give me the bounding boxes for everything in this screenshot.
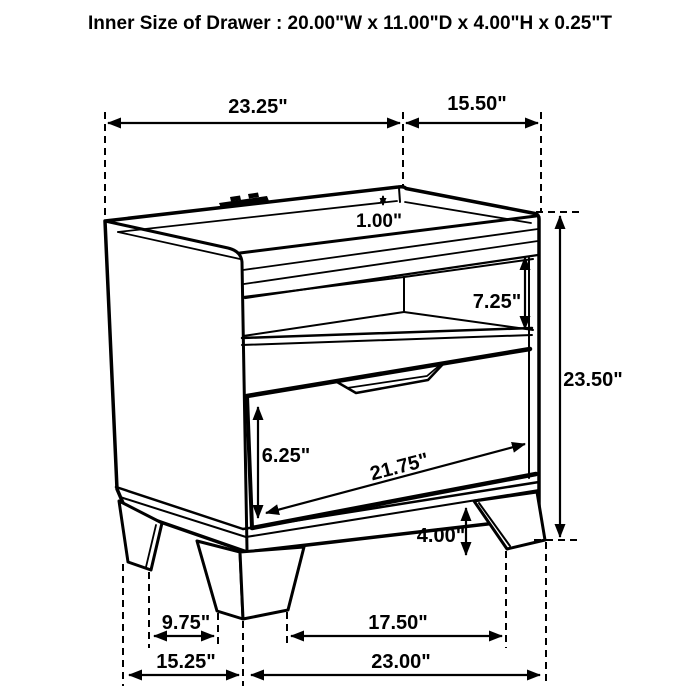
label-overall-width: 23.00" [371, 651, 431, 673]
label-front-leg-gap: 17.50" [368, 612, 428, 634]
label-side-leg-gap: 9.75" [161, 612, 211, 634]
label-opening-height: 7.25" [472, 291, 522, 313]
label-drawer-width: 21.75" [367, 449, 432, 486]
label-drawer-height: 6.25" [261, 445, 311, 467]
label-rail-lip: 1.00" [356, 211, 402, 232]
label-leg-height: 4.00" [416, 525, 466, 547]
label-overall-height: 23.50" [563, 369, 623, 391]
front-left-leg-front [240, 547, 304, 619]
diagram-title: Inner Size of Drawer : 20.00"W x 11.00"D x 4.00"H x 0.25"T [88, 13, 612, 34]
front-left-leg-side [197, 541, 243, 619]
label-overall-depth: 15.25" [156, 651, 216, 673]
label-top-width: 23.25" [228, 96, 288, 118]
nightstand-drawing [105, 187, 545, 619]
label-top-depth: 15.50" [447, 93, 507, 115]
